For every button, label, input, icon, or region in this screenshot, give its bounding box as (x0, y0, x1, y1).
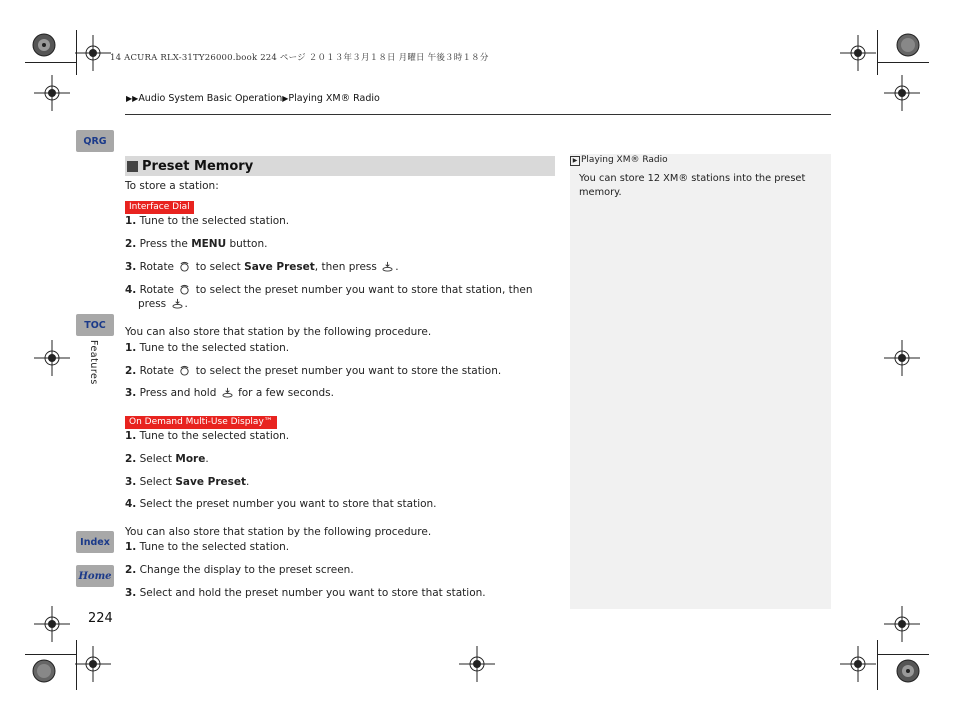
color-rosette-icon (32, 33, 56, 57)
list-item: 2. Change the display to the preset screen. (125, 564, 354, 576)
registration-mark-icon (34, 606, 70, 642)
crop-mark (877, 640, 878, 690)
intro-text: To store a station: (125, 180, 219, 192)
note-panel (570, 154, 831, 609)
list-item: 3. Select Save Preset. (125, 476, 250, 488)
registration-mark-icon (840, 35, 876, 71)
tab-index[interactable]: Index (76, 531, 114, 553)
list-item: 2. Select More. (125, 453, 209, 465)
color-rosette-icon (896, 659, 920, 683)
section-title: Preset Memory (142, 158, 254, 174)
list-item: 2. Press the MENU button. (125, 238, 268, 250)
registration-mark-icon (75, 646, 111, 682)
list-item: 4. Select the preset number you want to store that station. (125, 498, 437, 510)
list-item: 1. Tune to the selected station. (125, 215, 290, 227)
registration-mark-icon (34, 75, 70, 111)
breadcrumb-link-audio-basic[interactable]: Audio System Basic Operation (138, 93, 283, 104)
registration-mark-icon (459, 646, 495, 682)
color-rosette-icon (896, 33, 920, 57)
registration-mark-icon (75, 35, 111, 71)
registration-mark-icon (840, 646, 876, 682)
tab-toc[interactable]: TOC (76, 314, 114, 336)
rotate-dial-icon (179, 284, 190, 295)
badge-multi-use-display: On Demand Multi-Use Display™ (125, 416, 277, 429)
note-title[interactable]: ▶ Playing XM® Radio (570, 155, 668, 166)
print-header-meta: 14 ACURA RLX-31TY26000.book 224 ページ ２０１３年３月１８日 月曜日 午後３時１８分 (110, 53, 489, 63)
color-rosette-icon (32, 659, 56, 683)
triangle-icon: ▶ (282, 94, 289, 103)
list-item: 1. Tune to the selected station. (125, 541, 290, 553)
alt-procedure-intro: You can also store that station by the following procedure. (125, 326, 432, 338)
press-dial-icon (382, 261, 393, 272)
list-item: 3. Select and hold the preset number you want to store that station. (125, 587, 486, 599)
chapter-label: Features (88, 340, 99, 385)
note-body: You can store 12 XM® stations into the preset memory. (579, 173, 806, 198)
registration-mark-icon (884, 606, 920, 642)
square-bullet-icon (127, 161, 138, 172)
registration-mark-icon (884, 340, 920, 376)
badge-interface-dial: Interface Dial (125, 201, 194, 214)
header-divider (125, 114, 831, 115)
registration-mark-icon (884, 75, 920, 111)
crop-mark (25, 654, 77, 655)
list-item: 1. Tune to the selected station. (125, 430, 290, 442)
reference-arrow-icon: ▶ (570, 156, 580, 166)
list-item-continuation: press . (138, 298, 188, 310)
crop-mark (877, 654, 929, 655)
double-triangle-icon: ▶▶ (126, 94, 139, 103)
list-item: 2. Rotate to select the preset number you want to store the station. (125, 365, 502, 377)
press-dial-icon (222, 387, 233, 398)
page-number: 224 (88, 611, 113, 626)
alt-procedure-intro: You can also store that station by the following procedure. (125, 526, 432, 538)
tab-home[interactable]: Home (76, 565, 114, 587)
list-item: 3. Press and hold for a few seconds. (125, 387, 334, 399)
list-item: 3. Rotate to select Save Preset, then press . (125, 261, 399, 273)
breadcrumb (126, 93, 380, 104)
rotate-dial-icon (179, 261, 190, 272)
tab-qrg[interactable]: QRG (76, 130, 114, 152)
crop-mark (877, 30, 878, 75)
rotate-dial-icon (179, 365, 190, 376)
crop-mark (877, 62, 929, 63)
registration-mark-icon (34, 340, 70, 376)
press-dial-icon (172, 298, 183, 309)
breadcrumb-link-playing-xm[interactable]: Playing XM® Radio (288, 93, 380, 104)
list-item: 1. Tune to the selected station. (125, 342, 290, 354)
crop-mark (25, 62, 77, 63)
list-item: 4. Rotate to select the preset number you want to store that station, then (125, 284, 533, 296)
section-heading (125, 156, 555, 176)
